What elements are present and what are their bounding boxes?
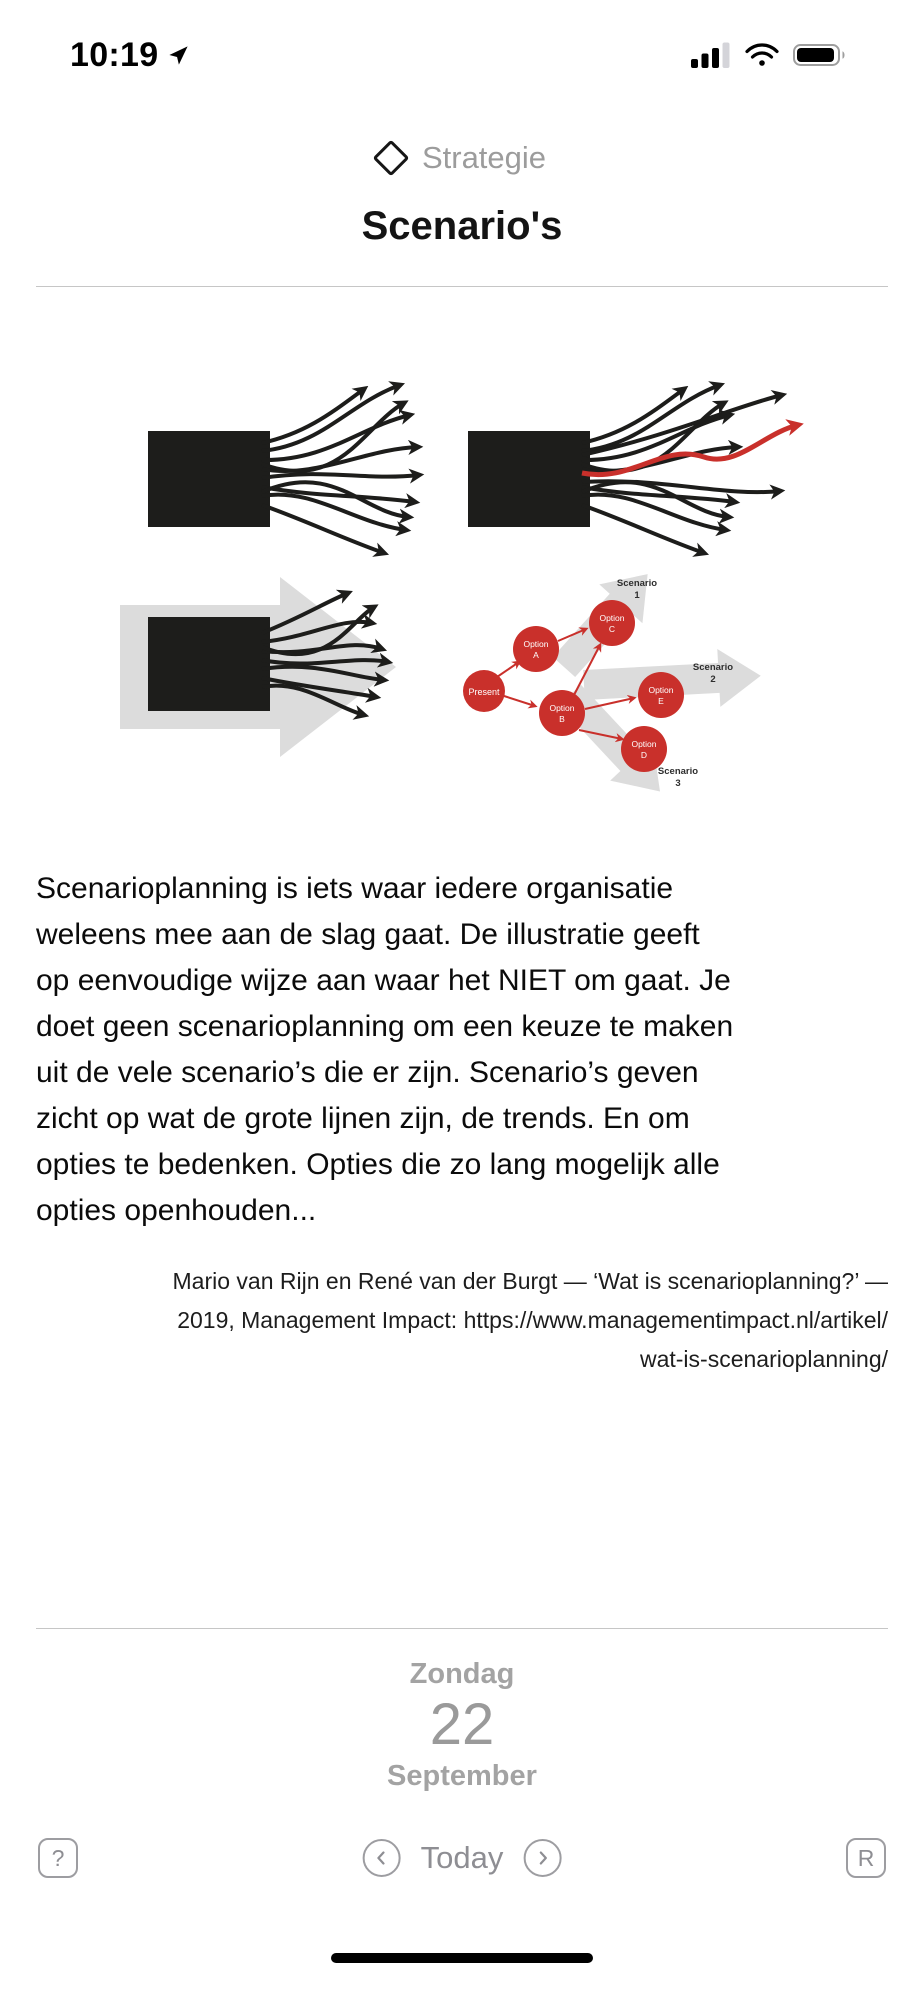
svg-text:Option: Option: [648, 685, 674, 695]
status-icons: [691, 42, 848, 68]
scenario-2-label: Scenario: [692, 662, 734, 673]
svg-text:Option: Option: [523, 639, 549, 649]
scenario-1-number: 1: [634, 590, 640, 601]
node-option-b: [539, 690, 585, 736]
spacer: [0, 1379, 924, 1628]
today-button[interactable]: Today: [420, 1840, 504, 1875]
body-text-line: uit de vele scenario’s die er zijn. Scenario’s geven: [36, 1056, 699, 1089]
body-text-line: weleens mee aan de slag gaat. De illustratie geeft: [36, 918, 700, 951]
bottom-divider: [36, 1628, 888, 1629]
node-option-c: [589, 600, 635, 646]
chevron-right-icon: [531, 1847, 553, 1869]
today-navigation: [363, 1839, 562, 1877]
scenario-1-label: Scenario: [616, 578, 658, 589]
status-time-group: [70, 36, 190, 75]
scenario-options-diagram: [463, 555, 762, 812]
category-header: [0, 138, 924, 178]
svg-text:Option: Option: [599, 613, 625, 623]
body-text-line: op eenvoudige wijze aan waar het NIET om gaat. Je: [36, 964, 731, 997]
node-present: [463, 670, 505, 712]
location-arrow-icon: [167, 44, 190, 67]
node-option-a: [513, 626, 559, 672]
body-text-line: Scenarioplanning is iets waar iedere organisatie: [36, 872, 674, 905]
date-day: 22: [429, 1692, 495, 1757]
next-day-button[interactable]: [523, 1839, 561, 1877]
date-month: September: [387, 1760, 537, 1792]
reminders-button[interactable]: [846, 1838, 886, 1878]
scenario-2-number: 2: [710, 674, 716, 685]
scenario-3-number: 3: [675, 778, 681, 789]
status-time: 10:19: [70, 35, 159, 74]
svg-text:C: C: [608, 624, 616, 634]
tangle-arrows-plain: [148, 385, 419, 553]
status-bar: [0, 0, 924, 88]
body-text-line: opties te bedenken. Opties die zo lang mogelijk alle: [36, 1148, 720, 1181]
scenario-illustration: [112, 365, 812, 820]
attribution-line: wat-is-scenarioplanning/: [639, 1346, 888, 1372]
battery-icon: [793, 42, 848, 68]
node-present-label: Present: [468, 687, 500, 697]
attribution-line: Mario van Rijn en René van der Burgt — ‘Wat is scenarioplanning?’ —: [172, 1268, 888, 1294]
bottom-toolbar: [38, 1835, 886, 1881]
body-text-line: doet geen scenarioplanning om een keuze te maken: [36, 1010, 734, 1043]
card-attribution: [36, 1262, 888, 1379]
body-text-line: opties openhouden...: [36, 1194, 317, 1227]
help-button-label: ?: [51, 1844, 65, 1871]
top-divider: [36, 286, 888, 287]
cellular-signal-icon: [691, 42, 731, 68]
attribution-line: 2019, Management Impact: https://www.managementimpact.nl/artikel/: [177, 1307, 888, 1333]
scenario-illustration-svg: [112, 365, 812, 820]
svg-text:Option: Option: [631, 739, 657, 749]
svg-text:A: A: [533, 650, 539, 660]
reminders-button-label: R: [857, 1844, 875, 1871]
scenario-3-label: Scenario: [657, 766, 699, 777]
node-option-e: [638, 672, 684, 718]
date-weekday: Zondag: [409, 1658, 515, 1690]
funnel-arrow: [120, 577, 396, 757]
chevron-left-icon: [371, 1847, 393, 1869]
svg-text:E: E: [658, 696, 664, 706]
wifi-icon: [745, 42, 779, 68]
tangle-arrows-highlighted: [468, 385, 798, 553]
category-label: Strategie: [421, 140, 547, 175]
page-title: Scenario's: [361, 204, 563, 248]
svg-text:Option: Option: [549, 703, 575, 713]
svg-text:D: D: [640, 750, 648, 760]
body-text-line: zicht op wat de grote lijnen zijn, de trends. En om: [36, 1102, 690, 1135]
help-button[interactable]: [38, 1838, 78, 1878]
card-body-text: [36, 866, 888, 1234]
home-indicator[interactable]: [331, 1953, 593, 1963]
svg-text:B: B: [559, 714, 565, 724]
diamond-icon: [373, 140, 410, 177]
previous-day-button[interactable]: [363, 1839, 401, 1877]
